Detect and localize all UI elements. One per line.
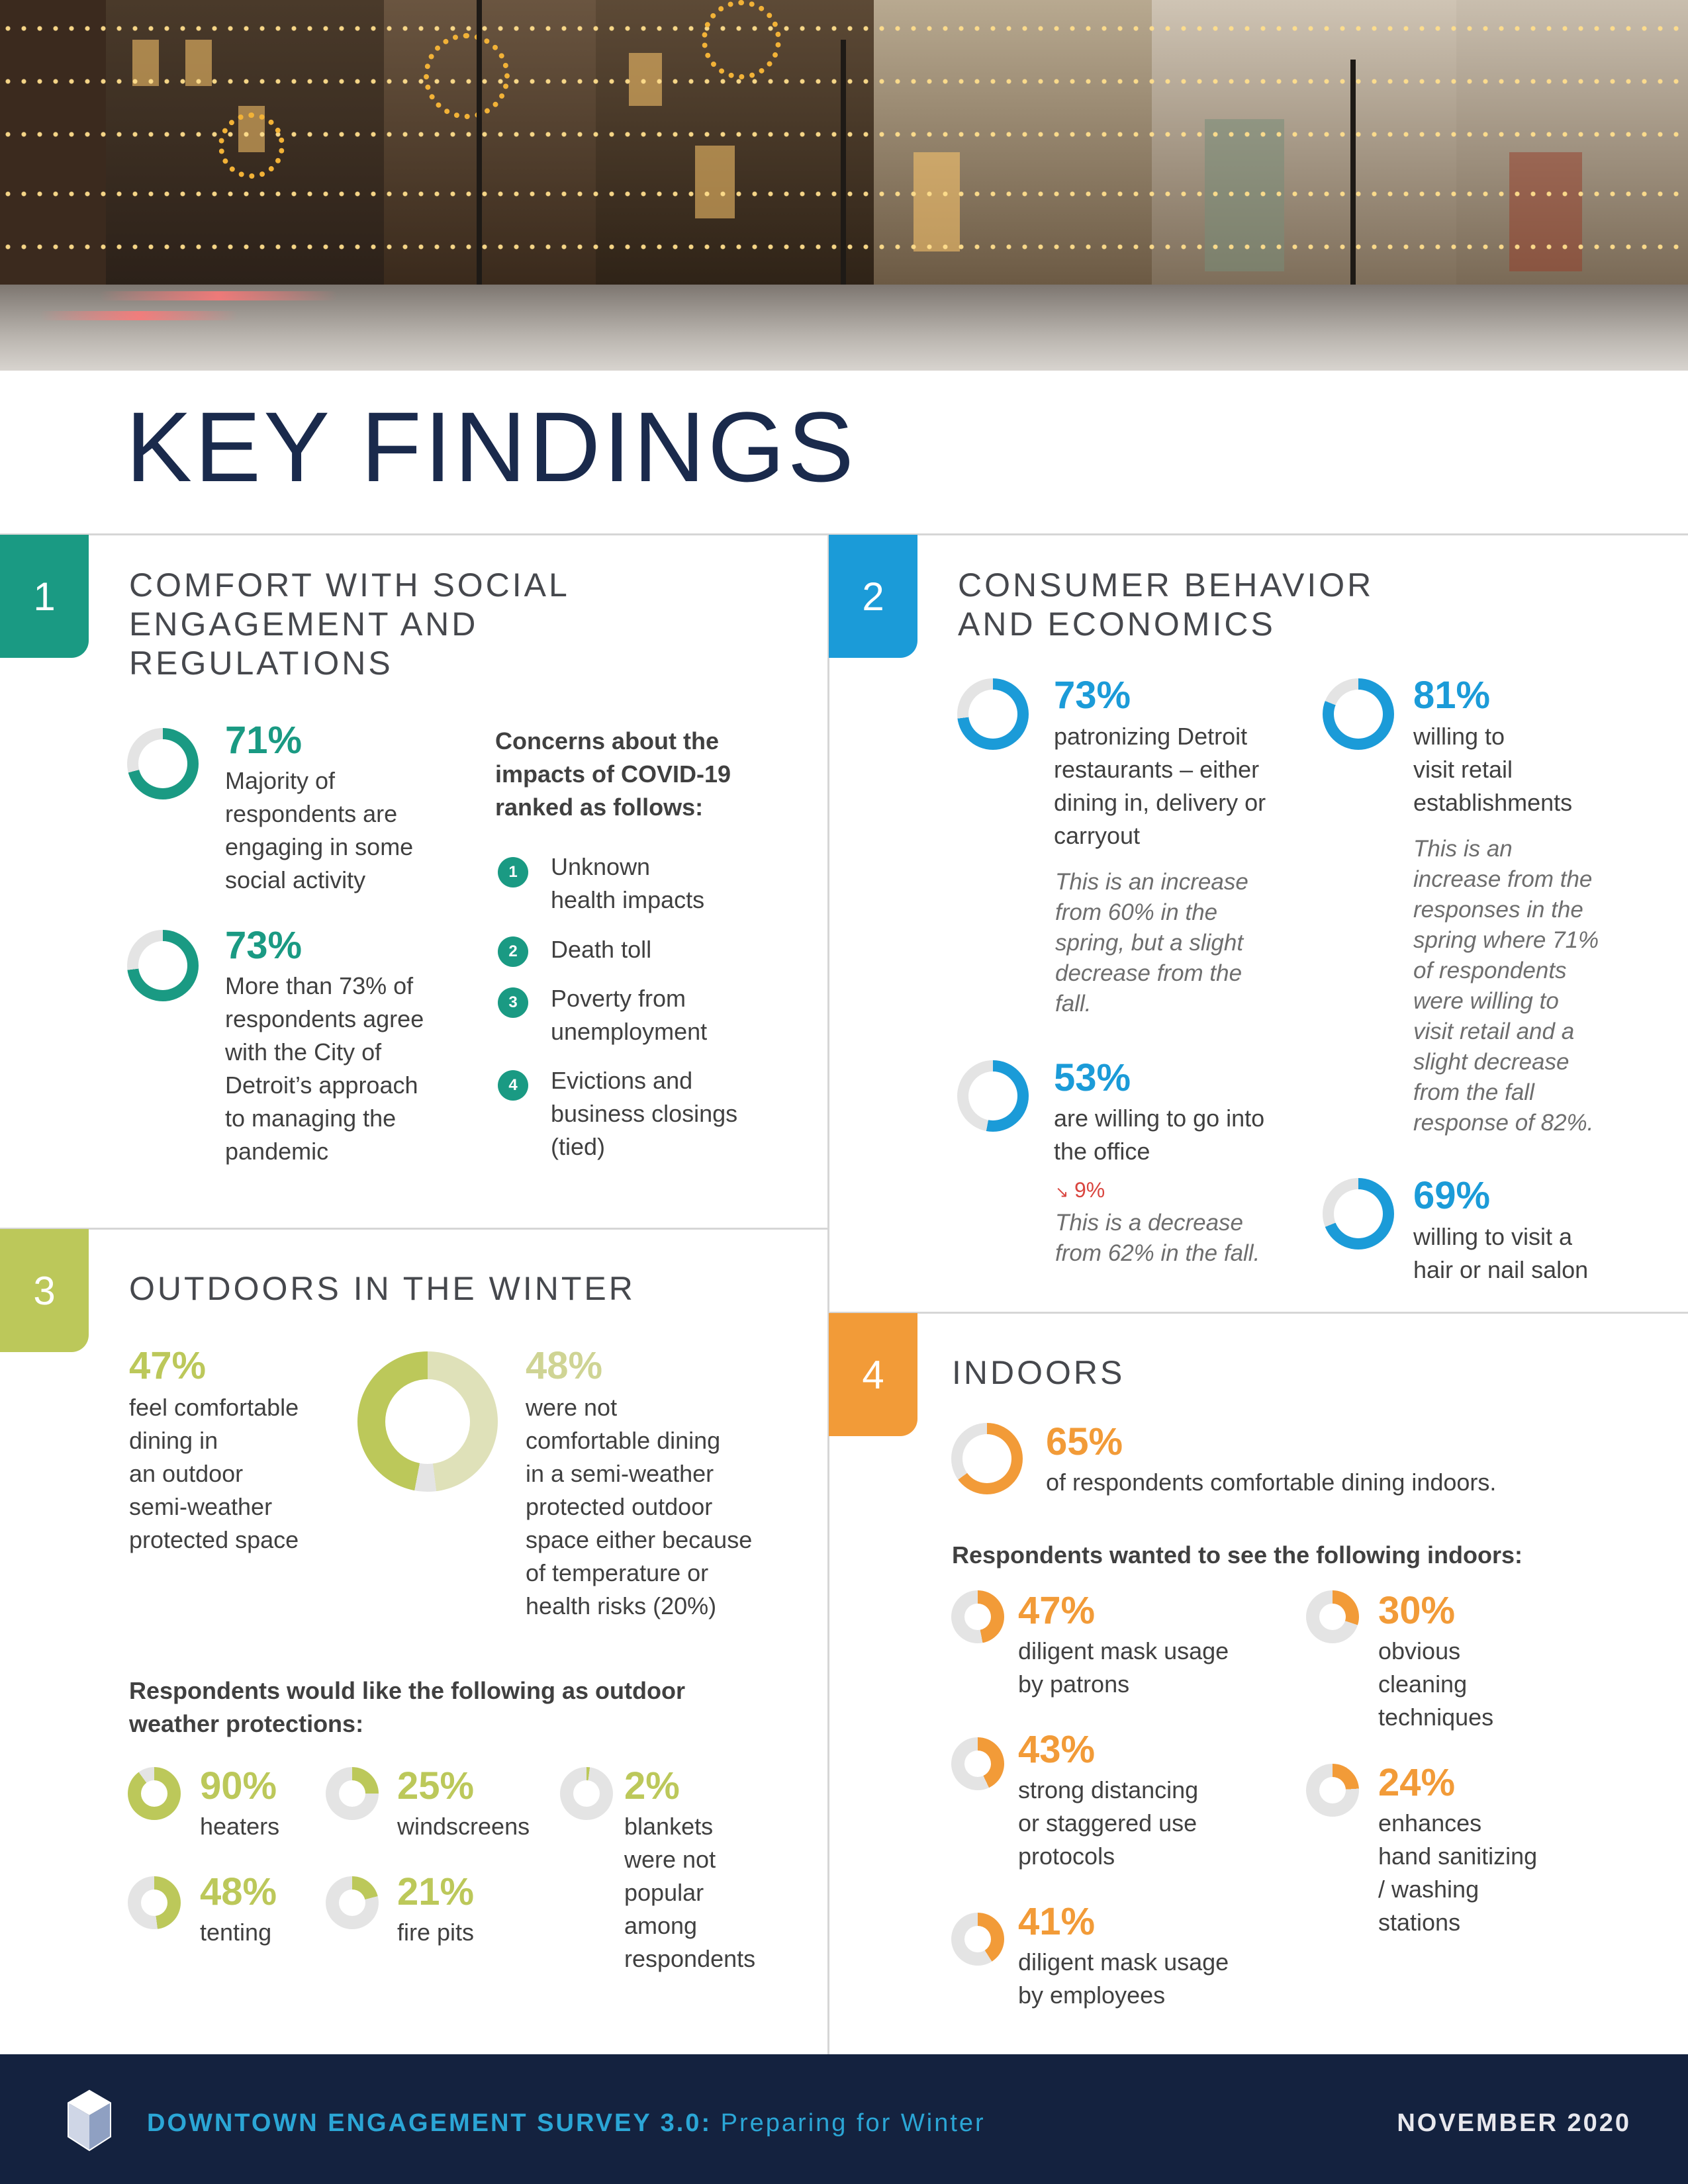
stat-description: willing to visit a hair or nail salon [1413,1223,1589,1283]
stat-percent: 81% [1413,674,1491,717]
stat-percent: 47% [129,1344,207,1387]
stat-note: This is an increase from the responses in the spring where 71% of respondents were willing to visit retail and a slight decrease from the fall response of 82%. [1413,836,1599,1136]
donut-chart-icon [957,678,1029,750]
stat-percent: 43% [1018,1728,1096,1771]
concern-item: Unknown health impacts [551,853,705,913]
donut-chart-icon [1306,1590,1359,1643]
rank-number-icon: 2 [498,936,528,967]
donut-chart-icon [951,1423,1023,1494]
donut-chart-icon [1323,1178,1394,1250]
concern-item: Poverty from unemployment [551,985,708,1045]
donut-chart-icon [128,1876,181,1929]
rank-number-icon: 1 [498,857,528,887]
stat-description: of respondents comfortable dining indoors. [1046,1469,1497,1496]
stat-description: feel comfortable dining in an outdoor semi-weather protected space [129,1394,299,1553]
section-divider [0,1228,828,1230]
page-title: KEY FINDINGS [126,391,857,502]
stat-description: blankets were not popular among respondents [624,1813,756,1972]
section-number-badge: 3 [0,1229,89,1352]
stat-description: tenting [200,1919,272,1946]
stat-description: heaters [200,1813,280,1840]
hero-photo [0,0,1688,371]
stat-note: This is an increase from 60% in the spring, but a slight decrease from the fall. [1055,869,1248,1017]
stat-percent: 21% [397,1870,475,1913]
stat-description: More than 73% of respondents agree with the City of Detroit’s approach to managing the pandemic [225,972,424,1165]
stat-description: strong distancing or staggered use protocols [1018,1776,1199,1870]
stat-percent: 48% [526,1344,603,1387]
donut-chart-icon [127,930,199,1001]
footer-title-light: Preparing for Winter [720,2109,986,2137]
section-title: COMFORT WITH SOCIAL ENGAGEMENT AND REGULATIONS [129,567,570,682]
arrow-down-icon: ↘ [1055,1183,1069,1201]
protections-heading: Respondents would like the following as outdoor weather protections: [129,1677,686,1737]
section-number-badge: 1 [0,535,89,658]
donut-chart-icon [326,1767,379,1820]
donut-chart-icon [1323,678,1394,750]
donut-chart-icon [1306,1764,1359,1817]
stat-percent: 73% [1054,674,1131,717]
section-number-badge: 2 [829,535,917,658]
rank-number-icon: 3 [498,987,528,1018]
stat-description: diligent mask usage by employees [1018,1948,1229,2009]
decrease-value: 9% [1074,1178,1105,1202]
donut-chart-icon [128,1767,181,1820]
stat-percent: 90% [200,1764,277,1807]
stat-percent: 41% [1018,1900,1096,1943]
stat-description: Majority of respondents are engaging in some social activity [225,767,414,893]
section-title: OUTDOORS IN THE WINTER [129,1270,635,1307]
stat-description: were not comfortable dining in a semi-weather protected outdoor space either because of temperature or health risks (20%) [526,1394,753,1619]
donut-chart-icon [326,1876,379,1929]
stat-description: willing to visit retail establishments [1413,723,1573,816]
stat-percent: 24% [1378,1761,1456,1804]
concern-item: Death toll [551,936,652,963]
indoors-wanted-heading: Respondents wanted to see the following indoors: [952,1541,1523,1569]
stat-description: diligent mask usage by patrons [1018,1637,1229,1698]
stat-description: fire pits [397,1919,475,1946]
footer-date: NOVEMBER 2020 [1397,2109,1631,2137]
donut-chart-icon [951,1737,1004,1790]
stat-percent: 69% [1413,1174,1491,1217]
cube-logo-icon [66,2089,113,2152]
donut-chart-icon [560,1767,613,1820]
section-divider [827,533,829,2054]
donut-chart-icon [127,728,199,799]
footer [0,2054,1688,2184]
stat-percent: 30% [1378,1589,1456,1632]
stat-description: patronizing Detroit restaurants – either dining in, delivery or carryout [1054,723,1266,849]
stat-percent: 53% [1054,1056,1131,1099]
stat-percent: 25% [397,1764,475,1807]
section-title: CONSUMER BEHAVIOR AND ECONOMICS [958,567,1374,643]
concerns-heading: Concerns about the impacts of COVID-19 ranked as follows: [495,727,731,821]
stat-percent: 65% [1046,1420,1123,1463]
section-title: INDOORS [952,1354,1125,1391]
stat-percent: 47% [1018,1589,1096,1632]
stat-note: This is a decrease from 62% in the fall. [1055,1210,1260,1266]
donut-chart-icon [957,1060,1029,1132]
stat-description: enhances hand sanitizing / washing stations [1378,1809,1538,1936]
donut-chart-icon [951,1590,1004,1643]
stat-description: are willing to go into the office [1054,1105,1265,1165]
footer-title-strong: DOWNTOWN ENGAGEMENT SURVEY 3.0: [147,2109,712,2137]
comfort-donut-chart [357,1351,498,1492]
section-number-badge: 4 [829,1313,917,1436]
decrease-indicator [1055,1177,1105,1206]
stat-percent: 2% [624,1764,680,1807]
rank-number-icon: 4 [498,1070,528,1101]
concern-item: Evictions and business closings (tied) [551,1067,738,1160]
stat-description: obvious cleaning techniques [1378,1637,1494,1731]
section-divider [828,1312,1688,1314]
stat-description: windscreens [397,1813,530,1840]
stat-percent: 48% [200,1870,277,1913]
donut-chart-icon [951,1913,1004,1966]
stat-percent: 73% [225,924,303,967]
footer-title [147,2107,986,2139]
stat-percent: 71% [225,719,303,762]
